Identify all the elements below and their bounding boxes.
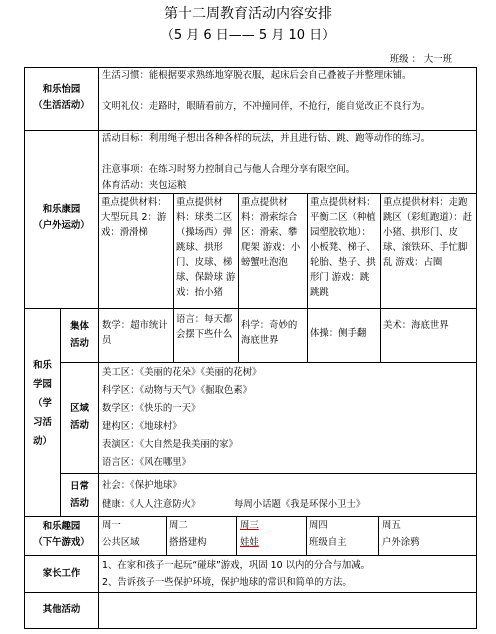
area-activity-list [102,364,472,472]
home-section-label: 家长工作 [42,568,81,579]
fun-day-wednesday [240,517,304,551]
health-day-friday: 重点提供材料：走跑跳区（彩虹跑道）：赶小猪、拱形门、皮球、滚铁环、手忙脚乱 游戏：占圈 [383,197,473,268]
group-activity-line2: 活动 [70,338,89,349]
fun-day-thursday [309,517,376,551]
fun-day-game: 班级自主 [309,537,347,548]
group-activity-label [61,318,98,352]
fun-day-friday [382,517,472,551]
fun-day-tuesday [169,517,234,551]
table-divider [380,193,381,362]
area-activity-item: 建构区：《地球村》 [102,421,182,432]
table-divider [166,516,167,555]
fun-day-label: 周一 [102,520,121,531]
health-section-subtitle: （户外运动） [33,220,90,231]
table-divider [378,516,379,555]
health-section-label [25,202,98,234]
table-divider [173,193,174,362]
health-day-thursday: 重点提供材料：平衡二区（种植园塑胶软地）：小板凳、梯子、轮胎、垫子、拱形门 游戏：跳跳跳 [310,197,376,298]
table-border-bottom [24,628,476,629]
area-activity-item: 表演区：《大自然是我美丽的家》 [102,439,238,450]
fun-section-subtitle: （下午游戏） [33,537,90,548]
life-etiquette-text: 文明礼仪：走路时，眼睛看前方，不冲撞同伴，不抢行，能自觉改正不良行为。 [102,101,431,112]
learning-label-part: 动） [33,436,52,447]
fun-day-game: 娃娃 [240,537,259,548]
other-section-label: 其他活动 [42,604,81,615]
fun-day-game: 搭搭建构 [169,537,207,548]
fun-day-label: 周三 [240,520,259,531]
table-divider [98,193,476,194]
table-divider [24,592,476,593]
table-divider [306,516,307,555]
daily-activity-line1: 日常 [70,481,89,492]
area-activity-item: 科学区：《动物与天气》《掘取色素》 [102,385,252,396]
health-day-wednesday: 重点提供材料：滑索综合区：滑索、攀爬架 游戏：小螃蟹吐泡泡 [241,197,301,268]
table-divider [60,362,476,363]
class-label: 班级 ： 大一班 [389,54,452,65]
fun-day-label: 周二 [169,520,188,531]
fun-section-title: 和乐趣园 [42,521,81,532]
home-work-item: 2、告诉孩子一些保护环境，保护地球的常识和简单的方法。 [102,577,352,588]
home-work-item: 1、在家和孩子一起玩“碰球”游戏，巩固 10 以内的分合与加减。 [102,560,370,571]
page-title: 第十二周教育活动内容安排 [164,6,332,22]
daily-social-text: 社会：《保护地球》 [102,480,182,491]
learning-label-part: 学园 [33,379,52,390]
life-section-title: 和乐怡园 [42,84,81,95]
group-activity-thursday: 体操：侧手翻 [310,328,367,339]
home-work-list [102,557,474,591]
date-range: （5 月 6 日—— 5 月 10 日） [160,28,336,43]
health-section-title: 和乐康园 [42,204,81,215]
group-activity-monday: 数学：超市统计员 [102,320,168,346]
fun-day-game: 户外涂鸦 [382,537,420,548]
area-activity-line1: 区域 [70,403,89,414]
fun-day-label: 周四 [309,520,328,531]
daily-topic-text: 每周小话题《我是环保小卫士》 [234,499,366,510]
health-day-monday: 重点提供材料：大型玩具 2：游戏：滑滑梯 [101,197,167,238]
health-goal-text: 活动目标：利用绳子想出各种各样的玩法，并且进行钻、跳、跑等动作的练习。 [102,133,431,144]
health-day-tuesday: 重点提供材料：球类二区（操场西）弹跳球、拱形门、皮球、梯球、保龄球 游戏：抬小猪 [176,197,236,298]
area-activity-label [61,400,98,434]
health-notes-text: 注意事项：在练习时努力控制自己与他人合理分享有限空间。 [102,164,356,175]
table-divider [98,67,99,629]
table-divider [307,193,308,362]
learning-label-part: 习活 [33,417,52,428]
life-section-label [25,82,98,114]
daily-activity-label [61,478,98,512]
group-activity-friday: 美术：海底世界 [383,320,449,331]
table-divider [60,473,476,474]
area-activity-item: 数学区：《快乐的一天》 [102,403,201,414]
table-divider [24,555,476,556]
group-activity-tuesday: 语言：每天都会摆下些什么 [176,314,233,340]
life-habit-text: 生活习惯：能根据要求熟练地穿脱衣服，起床后会自己叠被子并整理床铺。 [102,70,412,81]
learning-label-part: （学 [33,398,52,409]
table-divider [24,308,476,309]
learning-section-label [25,356,60,451]
area-activity-item: 美工区：《美丽的花朵》《美丽的花树》 [102,367,262,378]
health-sport-text: 体育活动：夹包运粮 [102,180,187,191]
area-activity-item: 语言区：《风在哪里》 [102,457,192,468]
fun-section-label [25,519,98,551]
fun-day-label: 周五 [382,520,401,531]
table-divider [238,193,239,362]
life-section-subtitle: （生活活动） [33,100,90,111]
group-activity-line1: 集体 [70,321,89,332]
fun-day-monday [102,517,164,551]
table-border-right [476,67,477,629]
area-activity-line2: 活动 [70,420,89,431]
daily-health-text: 健康：《人人注意防火》 [102,499,201,510]
table-divider [236,516,237,555]
learning-label-part: 和乐 [33,360,52,371]
daily-activity-line2: 活动 [70,498,89,509]
fun-day-game: 公共区域 [102,537,140,548]
group-activity-wednesday: 科学：奇妙的海底世界 [241,320,298,346]
